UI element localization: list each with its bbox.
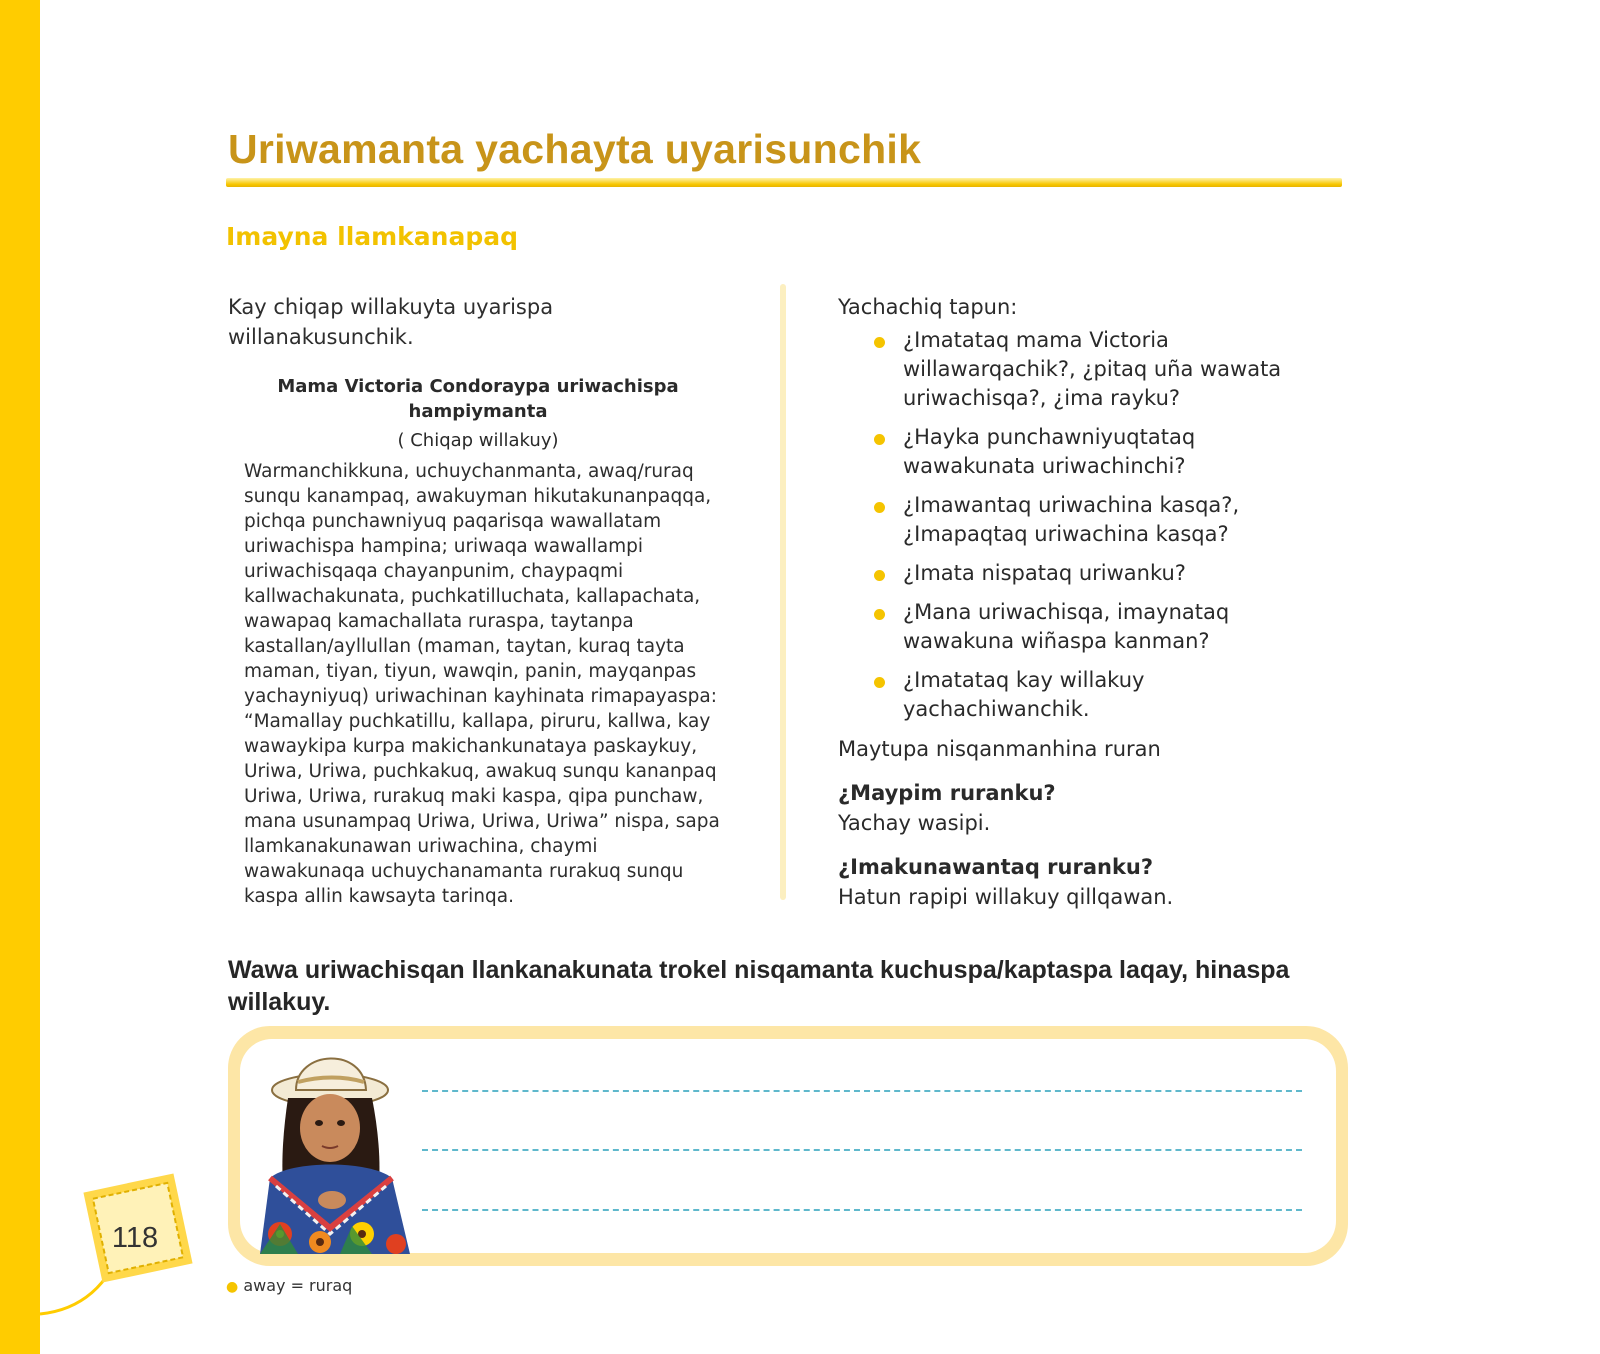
yellow-dot-icon: [874, 570, 885, 581]
questions-list: [838, 326, 1328, 724]
writing-line[interactable]: [422, 1209, 1302, 1211]
yellow-dot-icon: [874, 337, 885, 348]
footnote-text: away = ruraq: [243, 1276, 353, 1295]
yellow-dot-icon: [874, 502, 885, 513]
question-text: ¿Hayka punchawniyuqtataq wawakunata uriwachinchi?: [903, 425, 1196, 478]
page-number: 118: [111, 1222, 159, 1254]
intro-text: Kay chiqap willakuyta uyarispa willanakusunchik.: [228, 295, 554, 349]
writing-line[interactable]: [422, 1149, 1302, 1151]
title-underline: [226, 178, 1342, 187]
footnote: [226, 1276, 352, 1295]
bullet-dot-icon: ●: [226, 1279, 239, 1295]
task-instruction: Wawa uriwachisqan llankanakunata trokel nisqamanta kuchuspa/kaptaspa laqay, hinaspa willakuy.: [228, 956, 1290, 1016]
yellow-dot-icon: [874, 609, 885, 620]
where-answer: Yachay wasipi.: [838, 811, 991, 835]
closing-text: Maytupa nisqanmanhina ruran: [838, 737, 1161, 761]
yellow-dot-icon: [874, 434, 885, 445]
page-title: Uriwamanta yachayta uyarisunchik: [228, 126, 922, 172]
list-item: [874, 326, 1328, 413]
questions-heading: Yachachiq tapun:: [838, 295, 1018, 319]
list-item: [874, 666, 1328, 724]
question-text: ¿Imatataq kay willakuy yachachiwanchik.: [903, 668, 1145, 721]
list-item: [874, 559, 1328, 588]
story-subtitle: ( Chiqap willakuy): [397, 430, 559, 451]
yellow-dot-icon: [874, 677, 885, 688]
list-item: [874, 598, 1328, 656]
question-text: ¿Imata nispataq uriwanku?: [903, 561, 1186, 585]
list-item: [874, 491, 1328, 549]
question-text: ¿Mana uriwachisqa, imaynataq wawakuna wiñaspa kanman?: [903, 600, 1230, 653]
column-divider: [780, 284, 786, 900]
question-text: ¿Imawantaq uriwachina kasqa?, ¿Imapaqtaq uriwachina kasqa?: [903, 493, 1240, 546]
with-what-question: ¿Imakunawantaq ruranku?: [838, 855, 1154, 879]
section-subtitle: Imayna llamkanapaq: [226, 222, 519, 251]
story-title: Mama Victoria Condoraypa uriwachispa hampiymanta: [277, 376, 679, 422]
where-question: ¿Maypim ruranku?: [838, 781, 1056, 805]
questions-column: [838, 292, 1328, 912]
writing-line[interactable]: [422, 1090, 1302, 1092]
side-color-bar: [0, 0, 40, 1354]
girl-in-hat-illustration: [240, 1028, 426, 1254]
with-what-answer: Hatun rapipi willakuy qillqawan.: [838, 885, 1174, 909]
story-column: [228, 292, 728, 909]
story-body: Warmanchikkuna, uchuychanmanta, awaq/ruraq sunqu kanampaq, awakuyman hikutakunanpaqqa, pichqa punchawniyuq paqarisqa wawallatam uriwachispa hampina; uriwaqa wawallampi uriwachisqaqa chayanpunim, chaypaqmi kallwachakunata, puchkatilluchata, kallapachata, wawapaq kamachallata ruraspa, taytanpa kastallan/ayllullan (maman, taytan, kuraq tayta maman, tiyan, tiyun, wawqin, panin, mayqanpas yachayniyuq) uriwachinan kayhinata rimapayaspa: “Mamallay puchkatillu, kallapa, piruru, kallwa, kay wawaykipa kurpa makichankunataya paskaykuy, Uriwa, Uriwa, puchkakuq, awakuq sunqu kananpaq Uriwa, Uriwa, rurakuq maki kaspa, qipa punchaw, mana usunampaq Uriwa, Uriwa, Uriwa” nispa, sapa llamkanakunawan uriwachina, chaymi wawakunaqa uchuychanamanta rurakuq sunqu kaspa allin kawsayta tarinqa.: [244, 461, 720, 907]
question-text: ¿Imatataq mama Victoria willawarqachik?, ¿pitaq uña wawata uriwachisqa?, ¿ima rayku?: [903, 328, 1282, 410]
list-item: [874, 423, 1328, 481]
